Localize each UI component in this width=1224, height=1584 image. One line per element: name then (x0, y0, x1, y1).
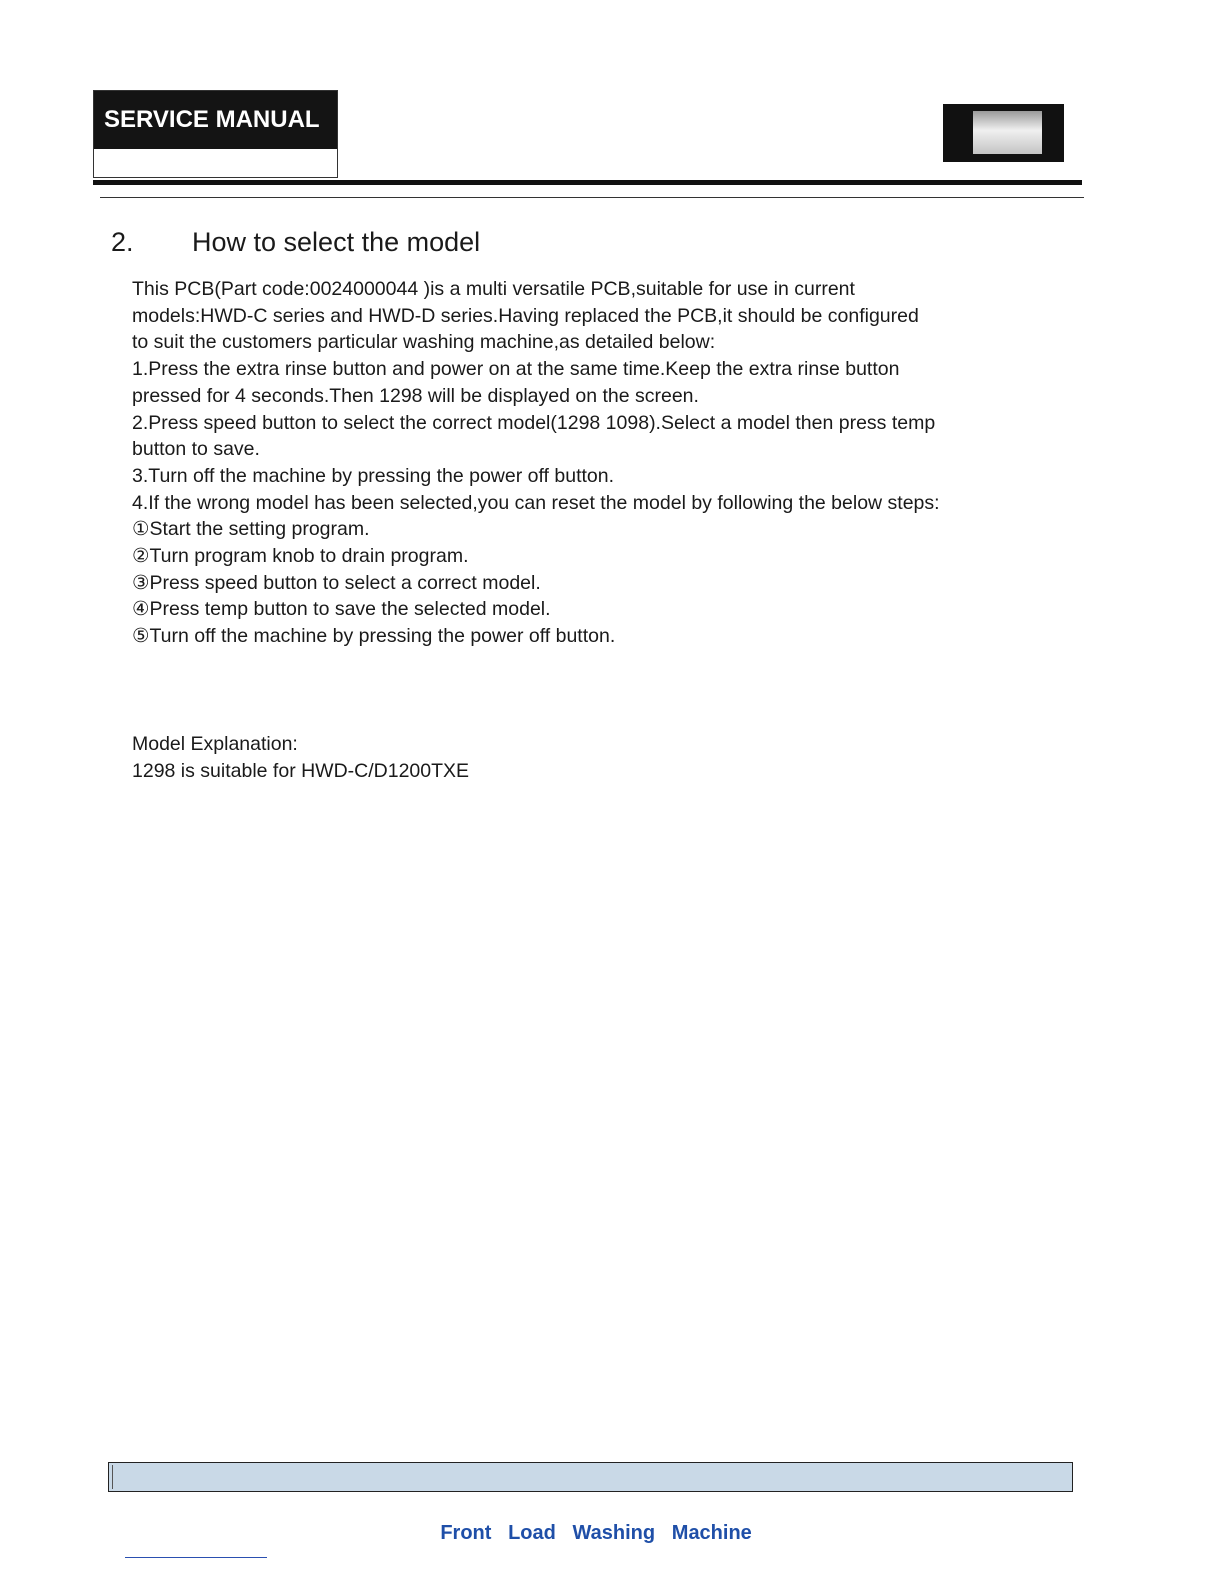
header-rule-thick (93, 180, 1082, 185)
header-rule-thin (100, 197, 1084, 198)
badge-blank-field (94, 149, 337, 177)
footer-edge-mark (112, 1465, 113, 1489)
explanation-line: 1298 is suitable for HWD-C/D1200TXE (132, 759, 470, 782)
reset-step: ⑤Turn off the machine by pressing the power off button. (132, 625, 616, 648)
reset-step: ④Press temp button to save the selected model. (132, 598, 551, 621)
body-line: 1.Press the extra rinse button and power on at the same time.Keep the extra rinse button (132, 358, 900, 381)
body-line: button to save. (132, 438, 260, 461)
body-line: This PCB(Part code:0024000044 )is a multi versatile PCB,suitable for use in current (132, 278, 855, 300)
logo-panel-icon (973, 111, 1042, 154)
footer-label: Front Load Washing Machine (440, 1522, 752, 1544)
section-title-text: How to select the model (192, 227, 481, 257)
body-line: 4.If the wrong model has been selected,you can reset the model by following the below steps: (132, 491, 940, 514)
body-line: models:HWD-C series and HWD-D series.Having replaced the PCB,it should be configured (132, 304, 919, 327)
body-line: 3.Turn off the machine by pressing the power off button. (132, 464, 615, 487)
explanation-heading: Model Explanation: (132, 733, 298, 755)
instructions-body (132, 276, 1072, 650)
body-line: pressed for 4 seconds.Then 1298 will be displayed on the screen. (132, 384, 699, 407)
body-line: to suit the customers particular washing machine,as detailed below: (132, 331, 716, 354)
section-number: 2. (111, 227, 134, 257)
footer-bar (108, 1462, 1073, 1544)
model-explanation (132, 731, 469, 784)
brand-logo (943, 104, 1064, 162)
service-manual-badge (93, 90, 338, 178)
bottom-link-underline (125, 1557, 267, 1558)
reset-step: ②Turn program knob to drain program. (132, 545, 469, 568)
section-heading (111, 224, 480, 260)
body-line: 2.Press speed button to select the correct model(1298 1098).Select a model then press temp (132, 411, 936, 434)
reset-step: ①Start the setting program. (132, 518, 370, 541)
reset-step: ③Press speed button to select a correct model. (132, 571, 541, 594)
badge-label: SERVICE MANUAL (94, 91, 337, 149)
